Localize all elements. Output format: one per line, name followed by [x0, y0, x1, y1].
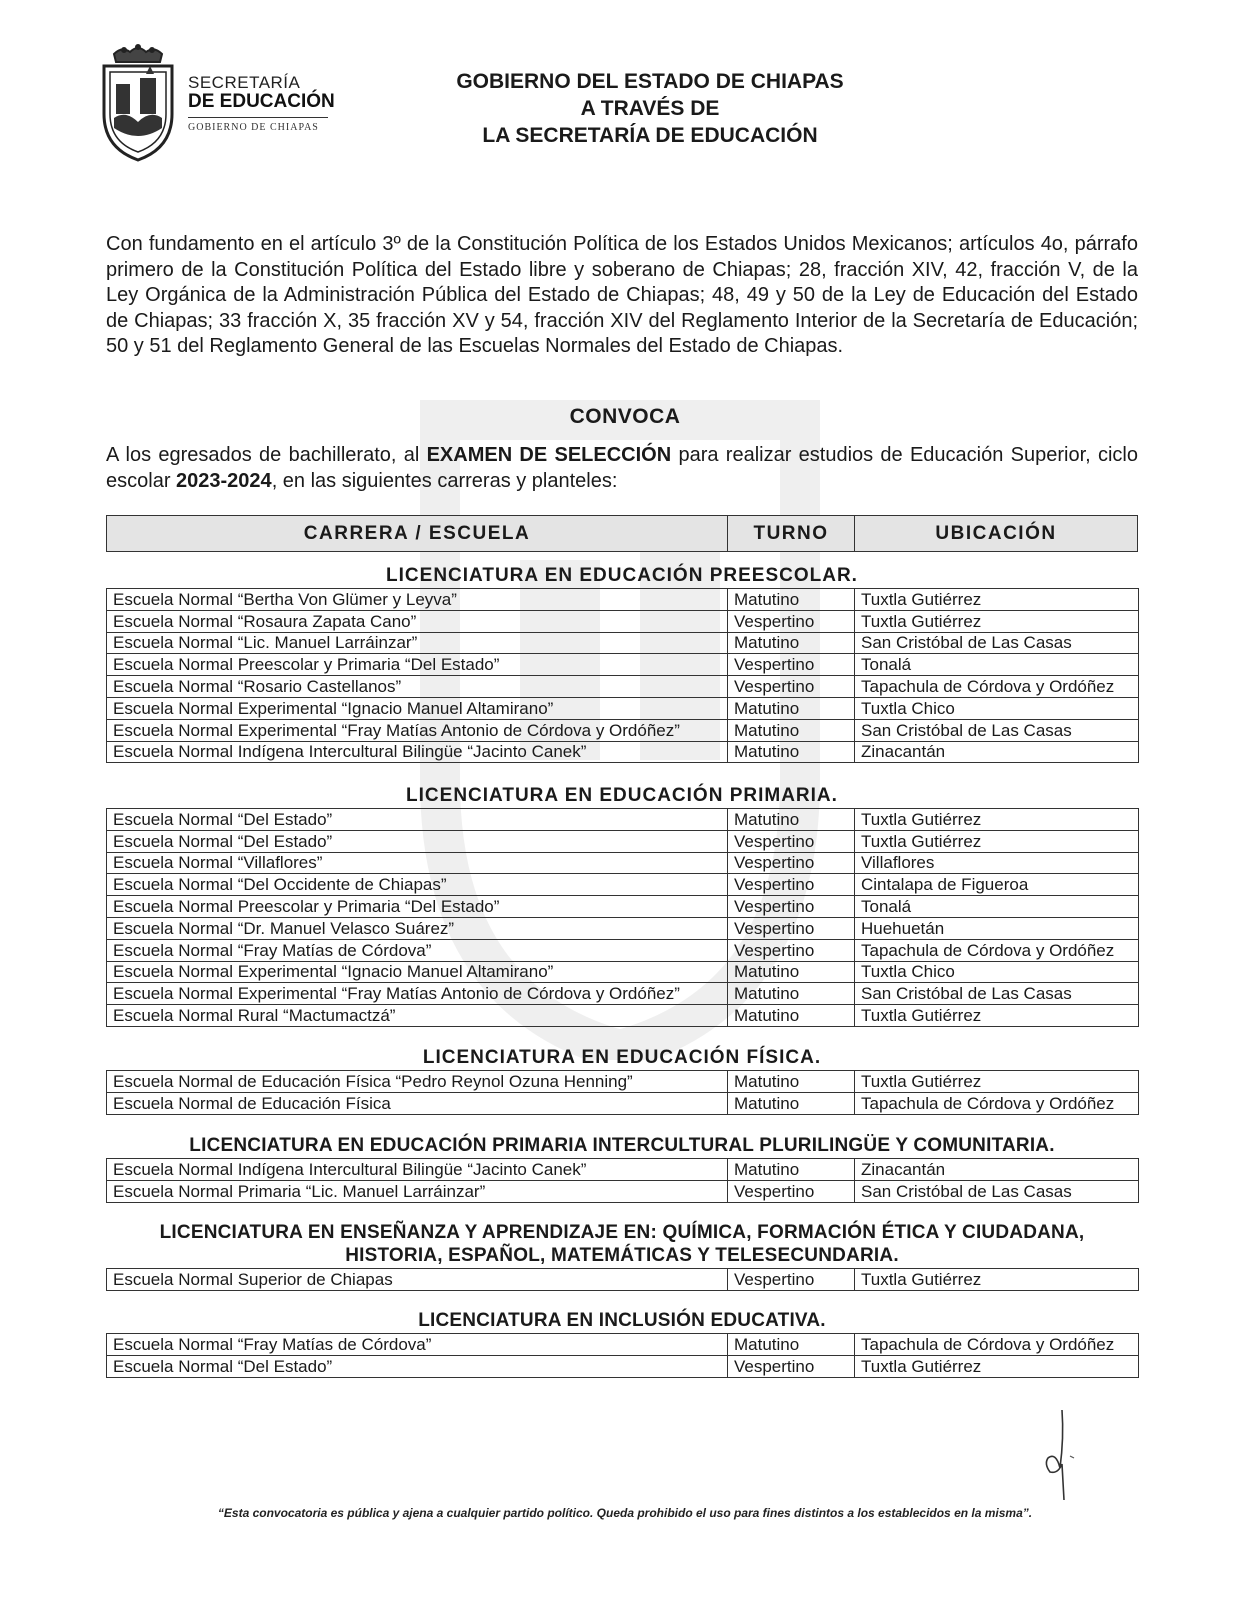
table-row: [107, 589, 1139, 611]
table-row: [107, 939, 1139, 961]
cell-escuela: Escuela Normal Superior de Chiapas: [107, 1269, 728, 1291]
table-row: [107, 1092, 1139, 1114]
cell-ubicacion: Huehuetán: [855, 917, 1139, 939]
cell-ubicacion: Zinacantán: [855, 1159, 1139, 1181]
table-row: [107, 1005, 1139, 1027]
invitation-paragraph: [106, 443, 1138, 494]
cell-ubicacion: Tapachula de Córdova y Ordóñez: [855, 1334, 1139, 1356]
title-line-1: GOBIERNO DEL ESTADO DE CHIAPAS: [456, 70, 844, 93]
section-title-primaria-intercultural: LICENCIATURA EN EDUCACIÓN PRIMARIA INTERCULTURAL PLURILINGÜE Y COMUNITARIA.: [189, 1135, 1055, 1156]
cell-ubicacion: Tuxtla Gutiérrez: [855, 809, 1139, 831]
table-row: [107, 983, 1139, 1005]
cell-turno: Vespertino: [728, 1180, 855, 1202]
column-header-turno: TURNO: [728, 516, 855, 551]
cell-escuela: Escuela Normal Indígena Intercultural Bilingüe “Jacinto Canek”: [107, 1159, 728, 1181]
cell-ubicacion: Zinacantán: [855, 741, 1139, 763]
cell-turno: Vespertino: [728, 1269, 855, 1291]
title-line-3: LA SECRETARÍA DE EDUCACIÓN: [482, 124, 818, 147]
cell-turno: Matutino: [728, 1005, 855, 1027]
table-row: [107, 896, 1139, 918]
cell-ubicacion: Tuxtla Chico: [855, 697, 1139, 719]
section-title-educacion-fisica: LICENCIATURA EN EDUCACIÓN FÍSICA.: [422, 1047, 822, 1068]
cell-escuela: Escuela Normal Preescolar y Primaria “Del Estado”: [107, 654, 728, 676]
table-row: [107, 741, 1139, 763]
legal-basis-paragraph: Con fundamento en el artículo 3º de la Constitución Política de los Estados Unidos Mexicanos; artículos 4o, párrafo primero de la Constitución Política del Estado libre y soberano de Chiapas; 28, fracción XIV, 42, fracción V, de la Ley Orgánica de la Administración Pública del Estado de Chiapas; 48, 49 y 50 de la Ley de Educación del Estado de Chiapas; 33 fracción X, 35 fracción XV y 54, fracción XIV del Reglamento Interior de la Secretaría de Educación; 50 y 51 del Reglamento General de las Escuelas Normales del Estado de Chiapas.: [106, 233, 1138, 357]
cell-turno: Vespertino: [728, 896, 855, 918]
section-title-primaria: LICENCIATURA EN EDUCACIÓN PRIMARIA.: [406, 785, 838, 806]
cell-turno: Vespertino: [728, 654, 855, 676]
cell-escuela: Escuela Normal Experimental “Fray Matías Antonio de Córdova y Ordóñez”: [107, 719, 728, 741]
invite-text-1: A los egresados de bachillerato, al: [106, 444, 427, 466]
cell-turno: Matutino: [728, 1092, 855, 1114]
secretaria-logo: [100, 44, 340, 164]
cell-ubicacion: Tuxtla Chico: [855, 961, 1139, 983]
cell-turno: Vespertino: [728, 939, 855, 961]
cell-escuela: Escuela Normal Primaria “Lic. Manuel Larráinzar”: [107, 1180, 728, 1202]
table-row: [107, 961, 1139, 983]
cell-escuela: Escuela Normal de Educación Física “Pedro Reynol Ozuna Henning”: [107, 1071, 728, 1093]
section-title-inclusion: LICENCIATURA EN INCLUSIÓN EDUCATIVA.: [418, 1310, 826, 1331]
cell-turno: Matutino: [728, 1334, 855, 1356]
section-title-ensenanza-line1: LICENCIATURA EN ENSEÑANZA Y APRENDIZAJE EN: QUÍMICA, FORMACIÓN ÉTICA Y CIUDADANA,: [159, 1222, 1085, 1243]
invite-exam-name: EXAMEN DE SELECCIÓN: [426, 444, 672, 466]
logo-line-gobierno: GOBIERNO DE CHIAPAS: [188, 122, 319, 133]
table-row: [107, 676, 1139, 698]
cell-turno: Vespertino: [728, 1355, 855, 1377]
table-primaria-intercultural: [106, 1158, 1139, 1203]
cell-turno: Matutino: [728, 741, 855, 763]
cell-ubicacion: Tapachula de Córdova y Ordóñez: [855, 939, 1139, 961]
invite-text-2: para realizar estudios de Educación Superior, ciclo escolar: [106, 444, 1138, 492]
cell-ubicacion: Tuxtla Gutiérrez: [855, 1005, 1139, 1027]
cell-escuela: Escuela Normal “Del Estado”: [107, 830, 728, 852]
cell-ubicacion: Tuxtla Gutiérrez: [855, 1355, 1139, 1377]
section-title-ensenanza-line2: HISTORIA, ESPAÑOL, MATEMÁTICAS Y TELESECUNDARIA.: [345, 1245, 899, 1266]
table-educacion-fisica: [106, 1070, 1139, 1115]
table-preescolar: [106, 588, 1139, 763]
cell-ubicacion: San Cristóbal de Las Casas: [855, 1180, 1139, 1202]
cell-escuela: Escuela Normal “Del Estado”: [107, 809, 728, 831]
cell-escuela: Escuela Normal Experimental “Ignacio Manuel Altamirano”: [107, 961, 728, 983]
cell-escuela: Escuela Normal “Bertha Von Glümer y Leyva”: [107, 589, 728, 611]
logo-line-secretaria: SECRETARÍA: [188, 73, 301, 92]
cell-turno: Vespertino: [728, 610, 855, 632]
cell-escuela: Escuela Normal “Del Occidente de Chiapas”: [107, 874, 728, 896]
cell-ubicacion: Cintalapa de Figueroa: [855, 874, 1139, 896]
cell-escuela: Escuela Normal Rural “Mactumactzá”: [107, 1005, 728, 1027]
table-row: [107, 1071, 1139, 1093]
cell-ubicacion: Tuxtla Gutiérrez: [855, 589, 1139, 611]
cell-escuela: Escuela Normal “Fray Matías de Córdova”: [107, 1334, 728, 1356]
logo-line-educacion: DE EDUCACIÓN: [188, 91, 335, 112]
column-header-carrera: CARRERA / ESCUELA: [107, 516, 728, 551]
cell-turno: Matutino: [728, 589, 855, 611]
cell-ubicacion: Tuxtla Gutiérrez: [855, 1269, 1139, 1291]
cell-ubicacion: Tuxtla Gutiérrez: [855, 1071, 1139, 1093]
table-row: [107, 917, 1139, 939]
table-row: [107, 874, 1139, 896]
cell-turno: Vespertino: [728, 874, 855, 896]
cell-ubicacion: Tonalá: [855, 896, 1139, 918]
table-row: [107, 697, 1139, 719]
table-row: [107, 1180, 1139, 1202]
cell-ubicacion: Villaflores: [855, 852, 1139, 874]
table-header: [106, 515, 1138, 552]
invite-text-3: , en las siguientes carreras y planteles:: [271, 469, 618, 492]
cell-escuela: Escuela Normal Indígena Intercultural Bilingüe “Jacinto Canek”: [107, 741, 728, 763]
cell-escuela: Escuela Normal de Educación Física: [107, 1092, 728, 1114]
table-row: [107, 1334, 1139, 1356]
cell-escuela: Escuela Normal Experimental “Ignacio Manuel Altamirano”: [107, 697, 728, 719]
table-row: [107, 1269, 1139, 1291]
cell-turno: Matutino: [728, 632, 855, 654]
table-row: [107, 654, 1139, 676]
cell-ubicacion: Tonalá: [855, 654, 1139, 676]
section-title-preescolar: LICENCIATURA EN EDUCACIÓN PREESCOLAR.: [386, 565, 858, 586]
cell-turno: Matutino: [728, 809, 855, 831]
cell-escuela: Escuela Normal “Fray Matías de Córdova”: [107, 939, 728, 961]
cell-ubicacion: Tapachula de Córdova y Ordóñez: [855, 1092, 1139, 1114]
table-row: [107, 1159, 1139, 1181]
cell-turno: Vespertino: [728, 830, 855, 852]
table-row: [107, 1355, 1139, 1377]
cell-ubicacion: San Cristóbal de Las Casas: [855, 632, 1139, 654]
table-row: [107, 830, 1139, 852]
cell-turno: Matutino: [728, 1071, 855, 1093]
logo-divider: [188, 117, 328, 118]
table-row: [107, 632, 1139, 654]
chiapas-coat-of-arms-icon: [100, 44, 176, 162]
cell-escuela: Escuela Normal “Lic. Manuel Larráinzar”: [107, 632, 728, 654]
table-primaria: [106, 808, 1139, 1027]
table-row: [107, 809, 1139, 831]
table-row: [107, 610, 1139, 632]
table-inclusion: [106, 1333, 1139, 1378]
cell-turno: Vespertino: [728, 852, 855, 874]
convoca-heading: CONVOCA: [569, 405, 681, 428]
table-row: [107, 719, 1139, 741]
cell-escuela: Escuela Normal Experimental “Fray Matías Antonio de Córdova y Ordóñez”: [107, 983, 728, 1005]
cell-turno: Matutino: [728, 961, 855, 983]
invite-school-year: 2023-2024: [176, 469, 272, 492]
column-header-ubicacion: UBICACIÓN: [935, 522, 1057, 544]
cell-turno: Vespertino: [728, 917, 855, 939]
cell-escuela: Escuela Normal “Villaflores”: [107, 852, 728, 874]
footer-disclaimer: “Esta convocatoria es pública y ajena a cualquier partido político. Queda prohibido el uso para fines distintos a los establecidos en la misma”.: [217, 1506, 1033, 1520]
title-line-2: A TRAVÉS DE: [580, 97, 720, 120]
cell-escuela: Escuela Normal “Dr. Manuel Velasco Suárez”: [107, 917, 728, 939]
cell-turno: Matutino: [728, 697, 855, 719]
cell-escuela: Escuela Normal “Rosario Castellanos”: [107, 676, 728, 698]
cell-ubicacion: San Cristóbal de Las Casas: [855, 983, 1139, 1005]
cell-ubicacion: Tapachula de Córdova y Ordóñez: [855, 676, 1139, 698]
table-ensenanza: [106, 1268, 1139, 1291]
page-title: [380, 68, 920, 149]
cell-escuela: Escuela Normal Preescolar y Primaria “Del Estado”: [107, 896, 728, 918]
cell-turno: Matutino: [728, 983, 855, 1005]
cell-ubicacion: Tuxtla Gutiérrez: [855, 610, 1139, 632]
cell-turno: Matutino: [728, 1159, 855, 1181]
table-row: [107, 852, 1139, 874]
cell-escuela: Escuela Normal “Del Estado”: [107, 1355, 728, 1377]
cell-ubicacion: Tuxtla Gutiérrez: [855, 830, 1139, 852]
cell-turno: Matutino: [728, 719, 855, 741]
cell-turno: Vespertino: [728, 676, 855, 698]
cell-escuela: Escuela Normal “Rosaura Zapata Cano”: [107, 610, 728, 632]
signature-icon: [1040, 1408, 1090, 1503]
cell-ubicacion: San Cristóbal de Las Casas: [855, 719, 1139, 741]
